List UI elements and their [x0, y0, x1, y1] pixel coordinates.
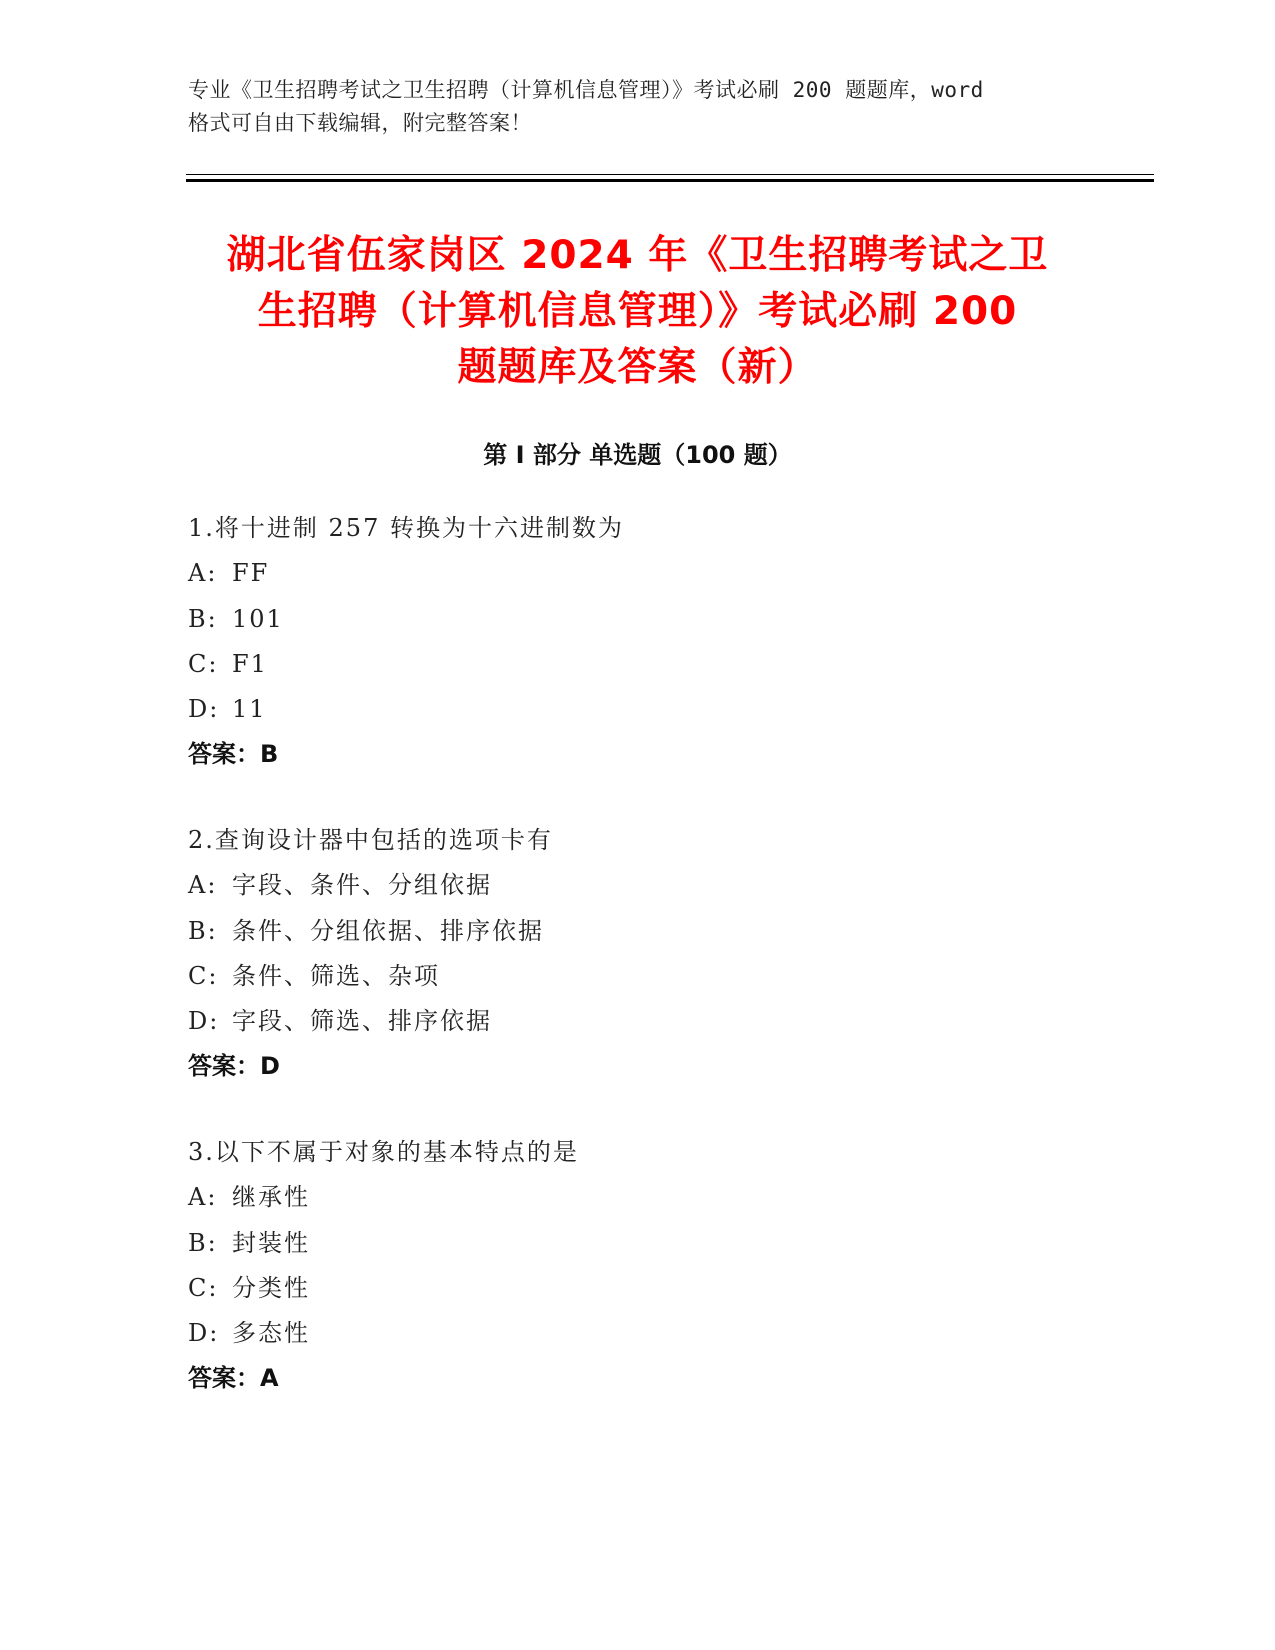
option-d [188, 1311, 1088, 1356]
option-a [188, 863, 1088, 908]
question-1 [188, 506, 1088, 778]
option-text: 分类性 [232, 1273, 310, 1302]
option-c [188, 954, 1088, 999]
header-divider-thick [186, 179, 1154, 182]
document-title-line-2: 生招聘（计算机信息管理）》考试必刷 200 [257, 289, 1018, 334]
option-key: C: [188, 1273, 219, 1302]
document-title-line-1: 湖北省伍家岗区 2024 年《卫生招聘考试之卫 [226, 233, 1049, 278]
option-text: 封装性 [232, 1228, 310, 1257]
header-note-line-2: 格式可自由下载编辑，附完整答案！ [188, 111, 532, 135]
option-key: C: [188, 649, 219, 678]
header-note-line-1: 专业《卫生招聘考试之卫生招聘（计算机信息管理）》考试必刷 200 题题库，word [188, 78, 984, 102]
option-text: 条件、分组依据、排序依据 [232, 916, 544, 945]
option-text: 101 [232, 604, 284, 633]
option-c [188, 1266, 1088, 1311]
option-b [188, 597, 1088, 642]
option-a [188, 1175, 1088, 1220]
option-key: D: [188, 1319, 220, 1348]
document-title [180, 228, 1095, 396]
option-key: B: [188, 916, 218, 945]
option-key: A: [188, 871, 218, 900]
option-key: D: [188, 1007, 220, 1036]
option-key: A: [188, 559, 218, 588]
option-text: 继承性 [232, 1183, 310, 1212]
option-text: F1 [232, 649, 268, 678]
question-text: 2.查询设计器中包括的选项卡有 [188, 826, 553, 854]
section-heading: 第 I 部分 单选题（100 题） [483, 441, 792, 469]
option-a [188, 551, 1088, 596]
question-text: 1.将十进制 257 转换为十六进制数为 [188, 514, 624, 542]
option-text: 多态性 [232, 1319, 310, 1348]
header-divider-thin [186, 174, 1154, 175]
answer: 答案：D [188, 1052, 280, 1081]
option-d [188, 687, 1088, 732]
option-text: 11 [232, 695, 267, 724]
option-d [188, 999, 1088, 1044]
option-b [188, 909, 1088, 954]
answer: 答案：B [188, 740, 279, 769]
header-note [188, 74, 1088, 140]
option-b [188, 1221, 1088, 1266]
option-key: B: [188, 1228, 218, 1257]
option-text: 字段、条件、分组依据 [232, 871, 492, 900]
option-key: B: [188, 604, 218, 633]
option-key: D: [188, 695, 220, 724]
answer: 答案：A [188, 1364, 279, 1393]
document-title-line-3: 题题库及答案（新） [457, 345, 818, 390]
question-3 [188, 1130, 1088, 1402]
option-text: FF [232, 559, 270, 588]
option-key: C: [188, 961, 219, 990]
option-key: A: [188, 1183, 218, 1212]
question-text: 3.以下不属于对象的基本特点的是 [188, 1138, 579, 1166]
question-2 [188, 818, 1088, 1090]
option-c [188, 642, 1088, 687]
option-text: 字段、筛选、排序依据 [232, 1007, 492, 1036]
option-text: 条件、筛选、杂项 [232, 961, 440, 990]
